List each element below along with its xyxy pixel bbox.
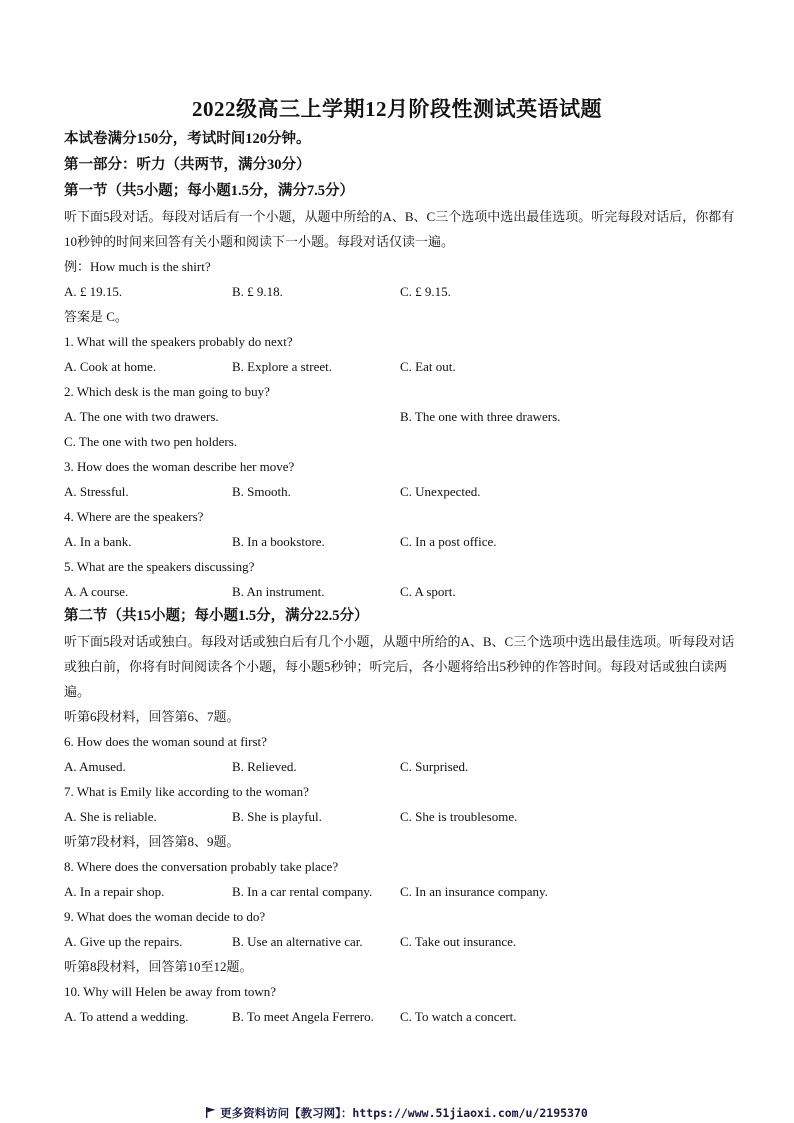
option-b: B. An instrument.	[232, 584, 325, 599]
group-7-instruction: 听第7段材料，回答第8、9题。	[64, 834, 240, 849]
section1-heading: 第一节（共5小题；每小题1.5分，满分7.5分）	[64, 183, 354, 199]
question-2: 2. Which desk is the man going to buy?	[64, 384, 270, 399]
group-6-instruction: 听第6段材料，回答第6、7题。	[64, 709, 240, 724]
option-a: A. The one with two drawers.	[64, 409, 219, 424]
question-10: 10. Why will Helen be away from town?	[64, 984, 277, 999]
option-b: B. Explore a street.	[232, 359, 332, 374]
question-3: 3. How does the woman describe her move?	[64, 459, 295, 474]
example-option-a: A. £ 19.15.	[64, 284, 123, 299]
option-b: B. To meet Angela Ferrero.	[232, 1009, 374, 1024]
page-title: 2022级高三上学期12月阶段性测试英语试题	[192, 97, 602, 121]
option-c: C. Surprised.	[400, 759, 469, 774]
option-a: A. In a repair shop.	[64, 884, 165, 899]
option-a: A. To attend a wedding.	[64, 1009, 189, 1024]
option-b: B. She is playful.	[232, 809, 322, 824]
option-a: A. In a bank.	[64, 534, 132, 549]
option-b: B. Use an alternative car.	[232, 934, 363, 949]
question-6: 6. How does the woman sound at first?	[64, 734, 267, 749]
option-c: C. Unexpected.	[400, 484, 481, 499]
option-b: B. In a car rental company.	[232, 884, 373, 899]
option-a: A. She is reliable.	[64, 809, 157, 824]
option-b: B. In a bookstore.	[232, 534, 325, 549]
option-a: A. Stressful.	[64, 484, 129, 499]
option-c: C. In a post office.	[400, 534, 497, 549]
option-b: B. The one with three drawers.	[400, 409, 561, 424]
option-a: A. Cook at home.	[64, 359, 157, 374]
exam-info: 本试卷满分150分，考试时间120分钟。	[64, 131, 311, 147]
question-5: 5. What are the speakers discussing?	[64, 559, 255, 574]
option-b: B. Smooth.	[232, 484, 291, 499]
question-9: 9. What does the woman decide to do?	[64, 909, 266, 924]
section2-instructions: 听下面5段对话或独白。每段对话或独白后有几个小题，从题中所给的A、B、C三个选项中选出最佳选项。听每段对话或独白前，你将有时间阅读各个小题，每小题5秒钟；听完后，各小题将给出5秒钟的作答时间。每段对话或独白读两遍。	[64, 634, 735, 699]
option-a: A. A course.	[64, 584, 129, 599]
example-answer: 答案是 C。	[64, 309, 128, 324]
question-7: 7. What is Emily like according to the woman?	[64, 784, 309, 799]
flag-icon	[206, 1107, 216, 1118]
option-a: A. Amused.	[64, 759, 126, 774]
section1-instructions: 听下面5段对话。每段对话后有一个小题，从题中所给的A、B、C三个选项中选出最佳选项。听完每段对话后，你都有10秒钟的时间来回答有关小题和阅读下一小题。每段对话仅读一遍。	[64, 209, 735, 249]
option-c: C. Eat out.	[400, 359, 456, 374]
option-c: C. Take out insurance.	[400, 934, 517, 949]
question-8: 8. Where does the conversation probably take place?	[64, 859, 339, 874]
part1-heading: 第一部分：听力（共两节，满分30分）	[64, 157, 311, 173]
option-b: B. Relieved.	[232, 759, 297, 774]
option-c: C. She is troublesome.	[400, 809, 518, 824]
group-8-instruction: 听第8段材料，回答第10至12题。	[64, 959, 253, 974]
option-c: C. In an insurance company.	[400, 884, 548, 899]
example-option-c: C. £ 9.15.	[400, 284, 451, 299]
section2-heading: 第二节（共15小题；每小题1.5分，满分22.5分）	[64, 608, 369, 624]
question-4: 4. Where are the speakers?	[64, 509, 204, 524]
option-c: C. To watch a concert.	[400, 1009, 517, 1024]
footer-link[interactable]	[0, 1105, 794, 1121]
question-1: 1. What will the speakers probably do next?	[64, 334, 293, 349]
example-option-b: B. £ 9.18.	[232, 284, 283, 299]
footer-text: 更多资料访问【教习网】：https://www.51jiaoxi.com/u/2195370	[220, 1106, 588, 1120]
example-question: 例：How much is the shirt?	[64, 259, 211, 274]
option-c: C. The one with two pen holders.	[64, 434, 238, 449]
option-a: A. Give up the repairs.	[64, 934, 183, 949]
option-c: C. A sport.	[400, 584, 456, 599]
